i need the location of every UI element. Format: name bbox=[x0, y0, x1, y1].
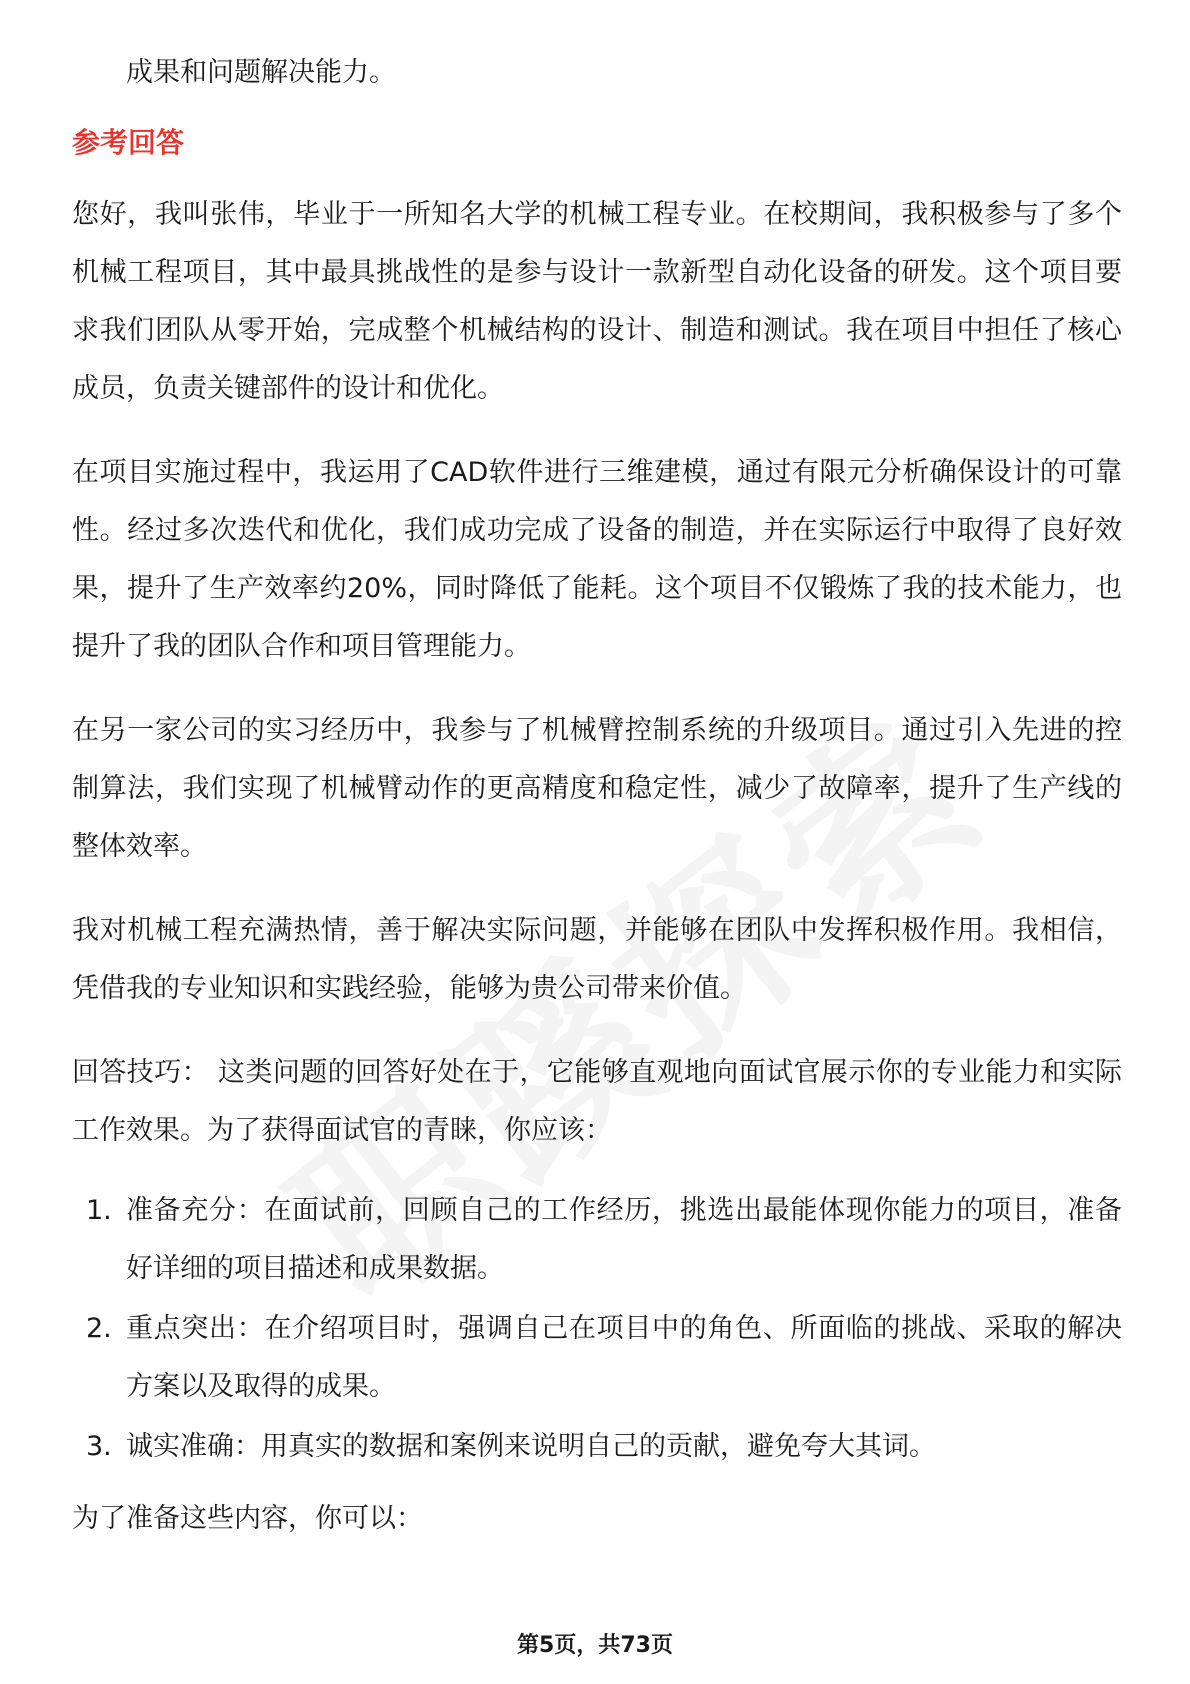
continuation-line: 成果和问题解决能力。 bbox=[126, 57, 396, 88]
list-item-text: 诚实准确：用真实的数据和案例来说明自己的贡献，避免夸大其词。 bbox=[126, 1431, 936, 1462]
list-item-text: 准备充分：在面试前，回顾自己的工作经历，挑选出最能体现你能力的项目，准备好详细的项目描述和成果数据。 bbox=[126, 1195, 1122, 1284]
document-content bbox=[72, 44, 1122, 1574]
answer-paragraph-4: 我对机械工程充满热情，善于解决实际问题，并能够在团队中发挥积极作用。我相信，凭借我的专业知识和实践经验，能够为贵公司带来价值。 bbox=[72, 915, 1122, 1004]
list-item-number: 3. bbox=[86, 1431, 112, 1462]
answer-paragraph-1: 您好，我叫张伟，毕业于一所知名大学的机械工程专业。在校期间，我积极参与了多个机械工程项目，其中最具挑战性的是参与设计一款新型自动化设备的研发。这个项目要求我们团队从零开始，完成整个机械结构的设计、制造和测试。我在项目中担任了核心成员，负责关键部件的设计和优化。 bbox=[72, 199, 1122, 404]
tips-intro-paragraph: 回答技巧： 这类问题的回答好处在于，它能够直观地向面试官展示你的专业能力和实际工作效果。为了获得面试官的青睐，你应该： bbox=[72, 1057, 1122, 1146]
list-item-number: 1. bbox=[86, 1195, 112, 1226]
list-item bbox=[72, 1300, 1122, 1416]
list-item-text: 重点突出：在介绍项目时，强调自己在项目中的角色、所面临的挑战、采取的解决方案以及取得的成果。 bbox=[126, 1313, 1122, 1402]
closing-line: 为了准备这些内容，你可以： bbox=[72, 1503, 423, 1534]
list-item-number: 2. bbox=[86, 1313, 112, 1344]
tips-list bbox=[72, 1182, 1122, 1476]
section-title: 参考回答 bbox=[72, 126, 185, 159]
answer-paragraph-2: 在项目实施过程中，我运用了CAD软件进行三维建模，通过有限元分析确保设计的可靠性。经过多次迭代和优化，我们成功完成了设备的制造，并在实际运行中取得了良好效果，提升了生产效率约20%，同时降低了能耗。这个项目不仅锻炼了我的技术能力，也提升了我的团队合作和项目管理能力。 bbox=[72, 457, 1122, 662]
list-item bbox=[72, 1418, 1122, 1476]
page-number: 第5页，共73页 bbox=[517, 1633, 673, 1658]
list-item bbox=[72, 1182, 1122, 1298]
answer-paragraph-3: 在另一家公司的实习经历中，我参与了机械臂控制系统的升级项目。通过引入先进的控制算法，我们实现了机械臂动作的更高精度和稳定性，减少了故障率，提升了生产线的整体效率。 bbox=[72, 715, 1122, 862]
